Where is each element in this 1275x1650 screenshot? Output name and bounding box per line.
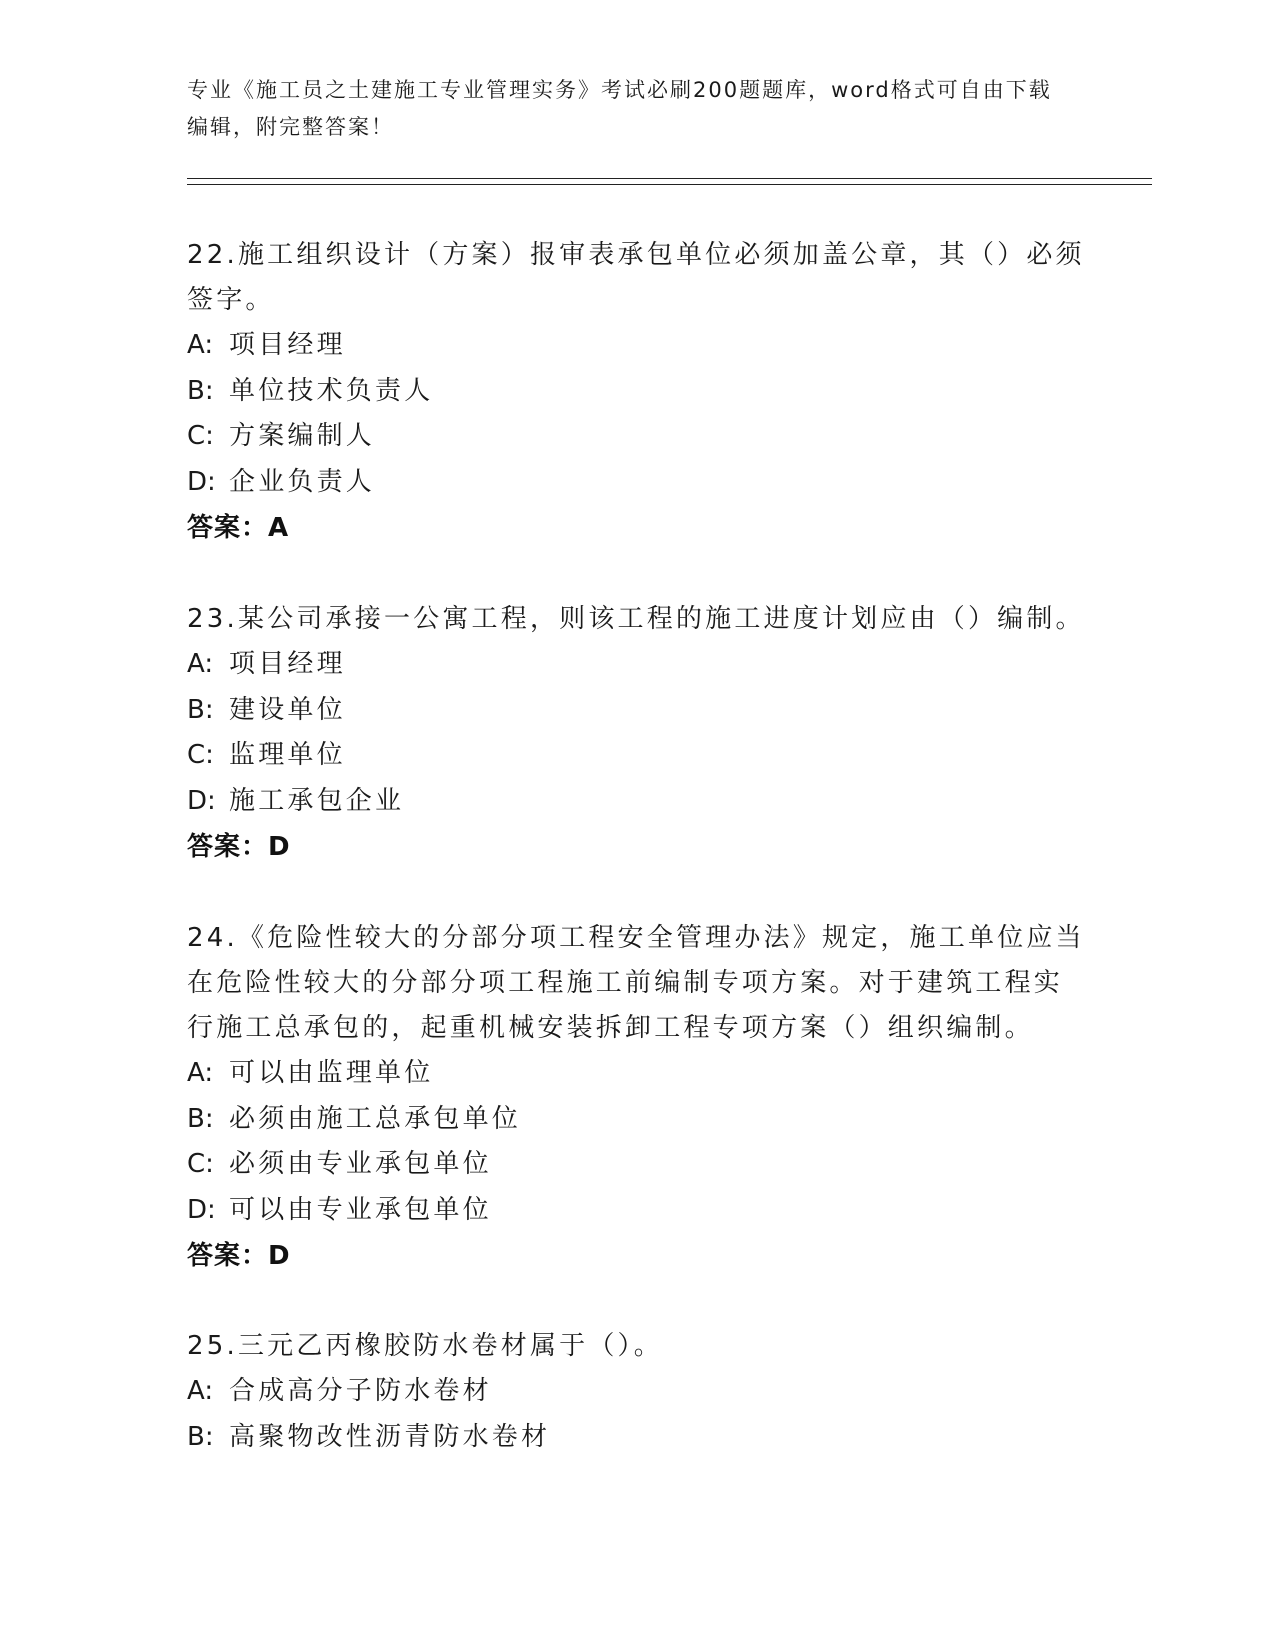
header-divider-top <box>187 178 1152 179</box>
option-text: 企业负责人 <box>229 466 376 497</box>
option-a <box>187 642 1087 688</box>
option-c <box>187 733 1087 779</box>
option-b <box>187 369 1087 415</box>
question-stem: 25.三元乙丙橡胶防水卷材属于（）。 <box>187 1331 663 1361</box>
option-text: 必须由施工总承包单位 <box>229 1103 522 1134</box>
answer-line: 答案：A <box>187 513 290 543</box>
option-b <box>187 1415 1087 1461</box>
option-a <box>187 323 1087 369</box>
document-intro: 专业《施工员之土建施工专业管理实务》考试必刷200题题库，word格式可自由下载编辑，附完整答案！ <box>187 78 1052 139</box>
option-d <box>187 779 1087 825</box>
option-text: 项目经理 <box>229 330 346 360</box>
option-text: 建设单位 <box>229 694 346 725</box>
option-text: 方案编制人 <box>229 421 376 451</box>
option-letter: C: <box>187 740 214 770</box>
option-b <box>187 1097 1087 1143</box>
option-letter: D: <box>187 1194 216 1225</box>
option-text: 项目经理 <box>229 649 346 679</box>
option-a <box>187 1051 1087 1097</box>
header-divider-bottom <box>187 184 1152 185</box>
option-a <box>187 1369 1087 1415</box>
question-22 <box>187 233 1087 551</box>
option-text: 必须由专业承包单位 <box>229 1149 492 1179</box>
option-c <box>187 414 1087 460</box>
question-stem: 22.施工组织设计（方案）报审表承包单位必须加盖公章，其（）必须签字。 <box>187 240 1085 315</box>
option-letter: C: <box>187 421 214 451</box>
option-letter: A: <box>187 330 214 360</box>
option-letter: B: <box>187 1103 214 1134</box>
question-23 <box>187 597 1087 870</box>
option-text: 监理单位 <box>229 740 346 770</box>
option-text: 合成高分子防水卷材 <box>229 1376 492 1406</box>
option-letter: B: <box>187 694 214 725</box>
option-letter: A: <box>187 1376 214 1406</box>
option-text: 单位技术负责人 <box>229 375 434 406</box>
option-text: 高聚物改性沥青防水卷材 <box>229 1421 551 1452</box>
question-25 <box>187 1324 1087 1460</box>
option-text: 可以由监理单位 <box>229 1058 434 1088</box>
option-letter: B: <box>187 1421 214 1452</box>
option-d <box>187 460 1087 506</box>
question-stem: 23.某公司承接一公寓工程，则该工程的施工进度计划应由（）编制。 <box>187 604 1085 634</box>
option-letter: A: <box>187 649 214 679</box>
option-text: 施工承包企业 <box>229 785 405 816</box>
question-24 <box>187 916 1087 1279</box>
option-letter: D: <box>187 466 216 497</box>
option-letter: C: <box>187 1149 214 1179</box>
option-d <box>187 1188 1087 1234</box>
question-stem: 24.《危险性较大的分部分项工程安全管理办法》规定，施工单位应当在危险性较大的分部分项工程施工前编制专项方案。对于建筑工程实行施工总承包的，起重机械安装拆卸工程专项方案（）组织编制。 <box>187 923 1085 1043</box>
option-letter: D: <box>187 785 216 816</box>
option-letter: B: <box>187 375 214 406</box>
option-c <box>187 1142 1087 1188</box>
option-text: 可以由专业承包单位 <box>229 1194 492 1225</box>
answer-line: 答案：D <box>187 1241 291 1271</box>
option-b <box>187 688 1087 734</box>
option-letter: A: <box>187 1058 214 1088</box>
answer-line: 答案：D <box>187 832 291 862</box>
